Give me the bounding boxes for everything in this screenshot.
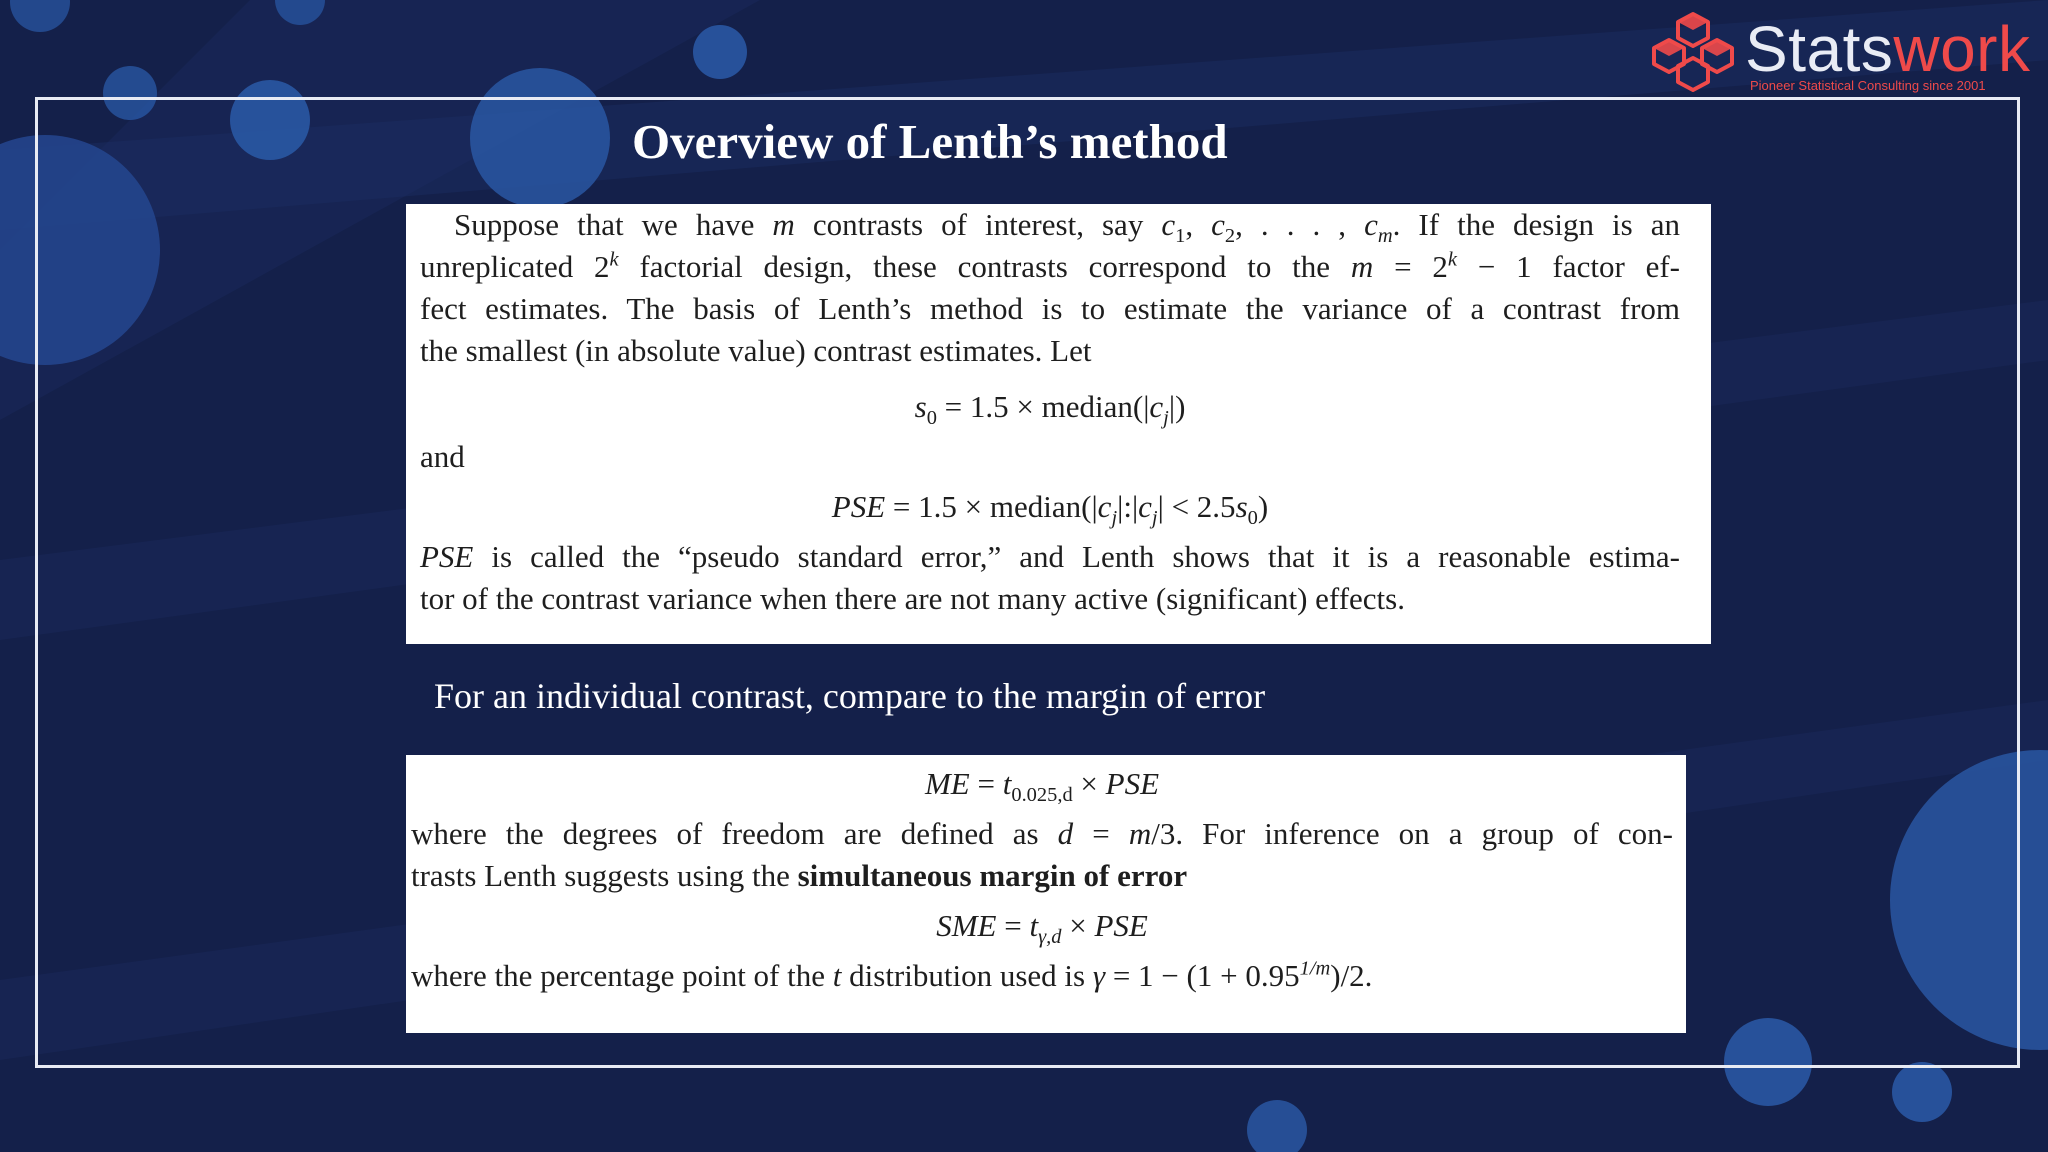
equation-s0: $s_0 = 1.5$ × $median(|c_j|)$ [914, 389, 1186, 430]
connector-text: and [420, 439, 465, 474]
equation-pse: PSE = $1.5 \times median(|c_j|:|c_j| < 2.5s_0)$ [831, 489, 1269, 530]
lenth-definition-panel [406, 204, 1711, 644]
paragraph-line: Suppose that we have m contrasts of interest, say $c_1$, $c_2$, . . . , $c_m$. If the design is an [454, 207, 1681, 248]
logo-tagline: Pioneer Statistical Consulting since 2001 [1750, 78, 1986, 93]
paragraph-line: where the degrees of freedom are defined as d = m/3. For inference on a group of con- [411, 816, 1673, 851]
paragraph-line: unreplicated 2$^k$ factorial design, these contrasts correspond to the $m = 2^k - 1$ factor ef- [420, 248, 1681, 284]
paragraph-line: where the percentage point of the t distribution used is $\gamma = 1 - (1 + 0.95^{1/m})/2$. [411, 957, 1373, 993]
margin-of-error-panel [406, 755, 1686, 1033]
paragraph-line: PSE is called the “pseudo standard error,” and Lenth shows that it is a reasonable estima- [420, 539, 1680, 574]
slide-caption: For an individual contrast, compare to the margin of error [434, 676, 1266, 716]
paragraph-line: fect estimates. The basis of Lenth’s method is to estimate the variance of a contrast from [420, 291, 1680, 326]
slide-title: Overview of Lenth’s method [632, 114, 1228, 169]
logo-wordmark: Statswork [1745, 13, 2031, 85]
statswork-logo [1645, 10, 2035, 98]
equation-me: ME = $t_{0.025,d}$ × PSE [924, 766, 1160, 807]
equation-sme: SME = $t_{\gamma,d}$ × PSE [936, 908, 1148, 949]
paragraph-line: trasts Lenth suggests using the simultaneous margin of error [411, 858, 1188, 893]
paragraph-line: tor of the contrast variance when there are not many active (significant) effects. [420, 581, 1405, 616]
paragraph-line: the smallest (in absolute value) contrast estimates. Let [420, 333, 1092, 368]
cube-cluster-icon [1645, 10, 1741, 96]
